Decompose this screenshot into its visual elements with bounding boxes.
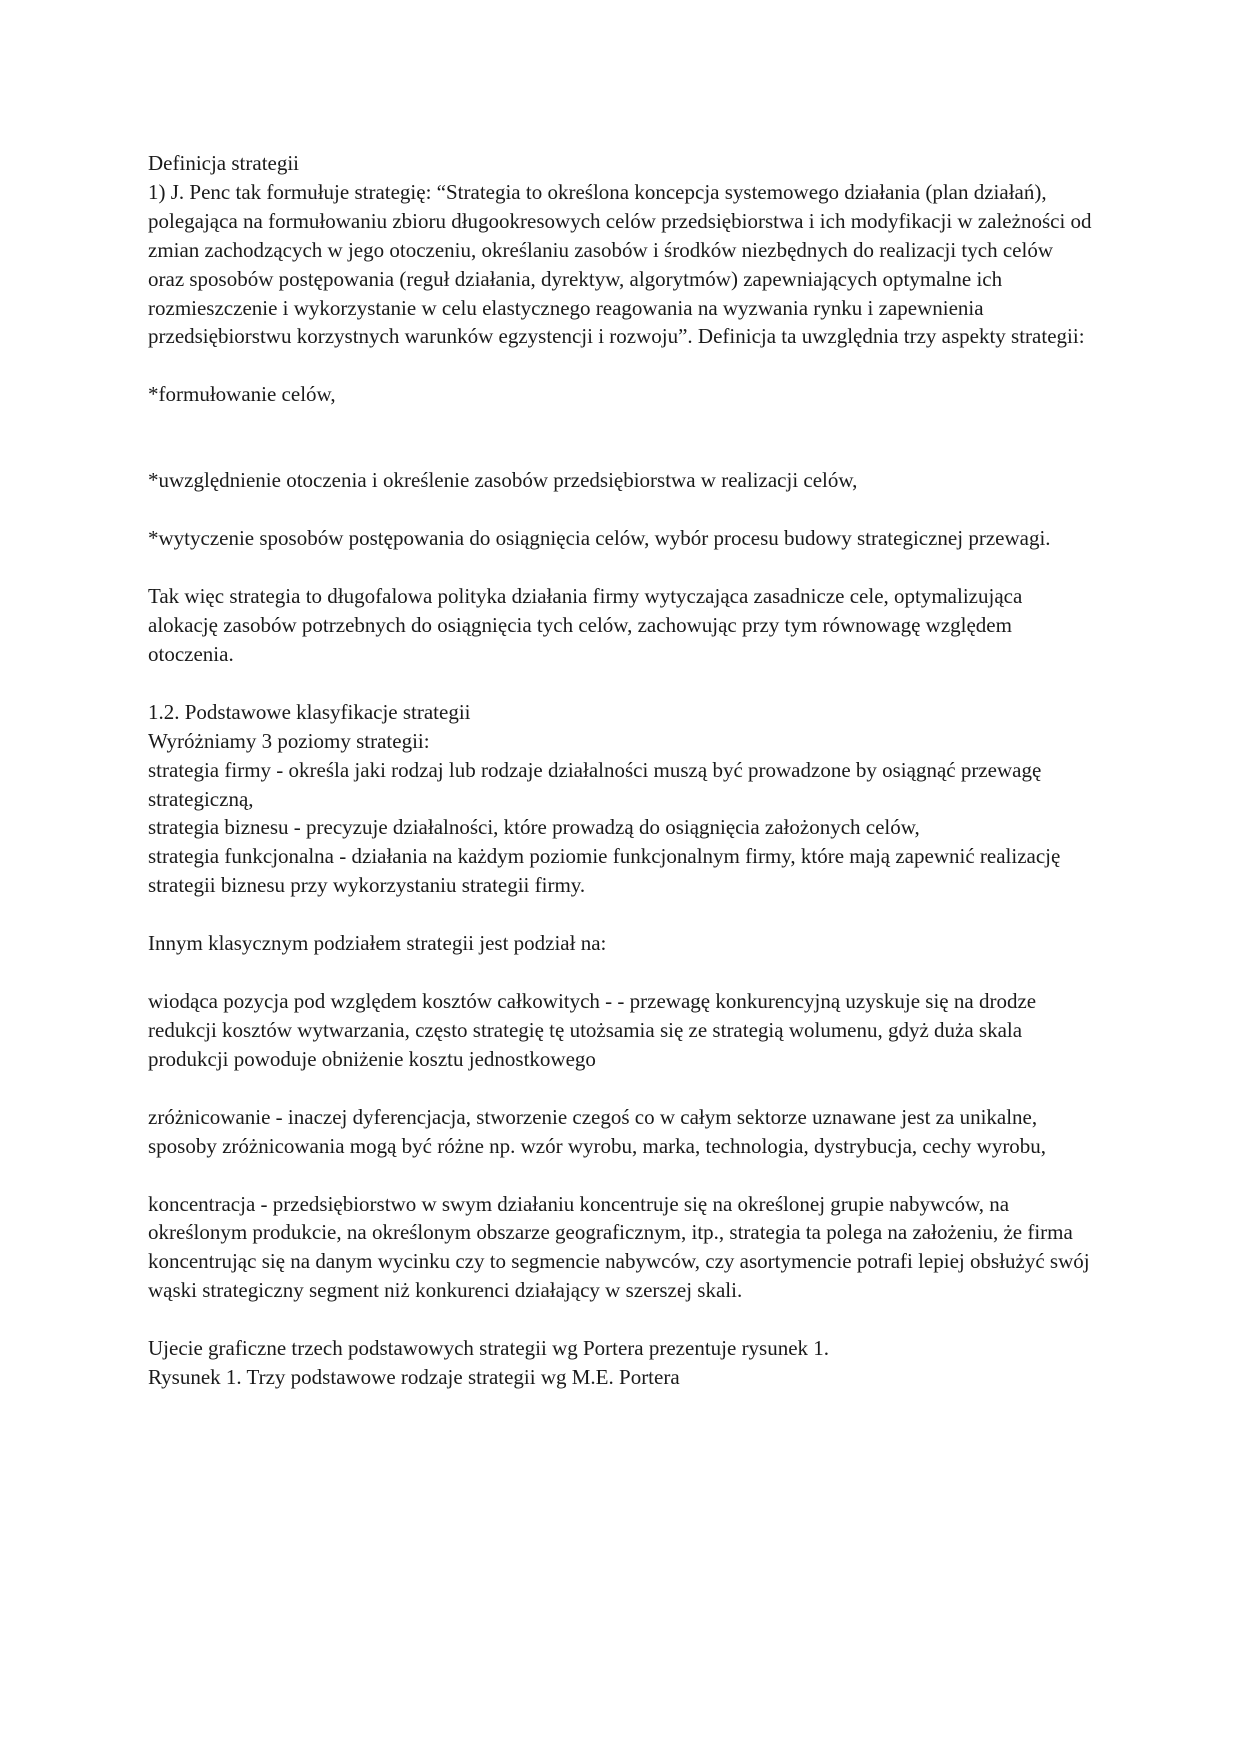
figure-caption: Rysunek 1. Trzy podstawowe rodzaje strategii wg M.E. Portera bbox=[148, 1365, 680, 1390]
spacer bbox=[148, 553, 1094, 582]
classic-item: zróżnicowanie - inaczej dyferencjacja, stworzenie czegoś co w całym sektorze uznawane jest za unikalne, sposoby zróżnicowania mogą być różne np. wzór wyrobu, marka, technologia, dystrybucja, cechy wyrobu, bbox=[148, 1104, 1047, 1158]
definition-paragraph: 1) J. Penc tak formułuje strategię: “Strategia to określona koncepcja systemowego działania (plan działań), polegająca na formułowaniu zbioru długookresowych celów przedsiębiorstwa i ich modyfikacji w zależności od zmian zachodzących w jego otoczeniu, określaniu zasobów i środków niezbędnych do realizacji tych celów oraz sposobów postępowania (reguł działania, dyrektyw, algorytmów) zapewniających optymalne ich rozmieszczenie i wykorzystanie w celu elastycznego reagowania na wyzwania rynku i zapewnienia przedsiębiorstwu korzystnych warunków egzystencji i rozwoju”. Definicja ta uwzględnia trzy aspekty strategii: bbox=[148, 179, 1092, 349]
spacer bbox=[148, 669, 1094, 698]
spacer bbox=[148, 1074, 1094, 1103]
spacer bbox=[148, 958, 1094, 987]
section-title: 1.2. Podstawowe klasyfikacje strategii bbox=[148, 699, 471, 724]
level-item: strategia firmy - określa jaki rodzaj lub rodzaje działalności muszą być prowadzone by osiągnąć przewagę strategiczną, bbox=[148, 757, 1042, 811]
level-item: strategia funkcjonalna - działania na każdym poziomie funkcjonalnym firmy, które mają zapewnić realizację strategii biznesu przy wykorzystaniu strategii firmy. bbox=[148, 844, 1061, 898]
classic-item: wiodąca pozycja pod względem kosztów całkowitych - - przewagę konkurencyjną uzyskuje się na drodze redukcji kosztów wytwarzania, często strategię tę utożsamia się ze strategią wolumenu, gdyż duża skala produkcji powoduje obniżenie kosztu jednostkowego bbox=[148, 989, 1037, 1071]
document-heading: Definicja strategii bbox=[148, 151, 300, 175]
aspect-item: *wytyczenie sposobów postępowania do osiągnięcia celów, wybór procesu budowy strategicznej przewagi. bbox=[148, 526, 1051, 551]
aspect-item: *formułowanie celów, bbox=[148, 382, 336, 407]
level-item: strategia biznesu - precyzuje działalności, które prowadzą do osiągnięcia założonych celów, bbox=[148, 815, 920, 840]
document-page bbox=[148, 149, 1094, 1392]
figure-reference: Ujecie graficzne trzech podstawowych strategii wg Portera prezentuje rysunek 1. bbox=[148, 1336, 830, 1361]
spacer bbox=[148, 1161, 1094, 1190]
classic-intro: Innym klasycznym podziałem strategii jest podział na: bbox=[148, 931, 607, 956]
levels-intro: Wyróżniamy 3 poziomy strategii: bbox=[148, 728, 430, 753]
summary-paragraph: Tak więc strategia to długofalowa polityka działania firmy wytyczająca zasadnicze cele, optymalizująca alokację zasobów potrzebnych do osiągnięcia tych celów, zachowując przy tym równowagę względem otoczenia. bbox=[148, 584, 1023, 666]
spacer bbox=[148, 351, 1094, 380]
aspect-item: *uwzględnienie otoczenia i określenie zasobów przedsiębiorstwa w realizacji celów, bbox=[148, 468, 858, 493]
spacer bbox=[148, 409, 1094, 466]
spacer bbox=[148, 900, 1094, 929]
classic-item: koncentracja - przedsiębiorstwo w swym działaniu koncentruje się na określonej grupie nabywców, na określonym produkcie, na określonym obszarze geograficznym, itp., strategia ta polega na założeniu, że firma koncentrując się na danym wycinku czy to segmencie nabywców, czy asortymencie potrafi lepiej obsłużyć swój wąski strategiczny segment niż konkurenci działający w szerszej skali. bbox=[148, 1191, 1090, 1303]
spacer bbox=[148, 1305, 1094, 1334]
spacer bbox=[148, 495, 1094, 524]
